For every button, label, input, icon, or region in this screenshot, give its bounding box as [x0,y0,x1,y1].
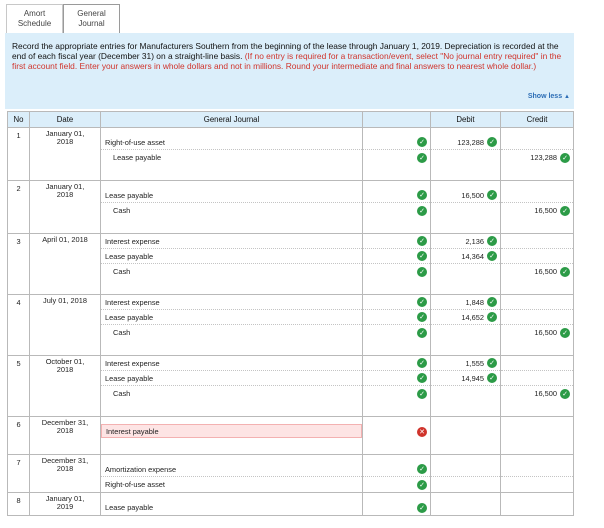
checkmark-icon: ✓ [487,312,497,322]
credit-field[interactable] [501,264,573,279]
status-cell [363,128,431,181]
account-cell [101,181,363,234]
checkmark-icon: ✓ [417,328,427,338]
checkmark-icon: ✓ [417,297,427,307]
debit-amount: 123,288 [457,137,484,147]
show-less-link[interactable] [528,92,570,102]
tab-bar [6,4,120,34]
debit-field[interactable] [431,424,500,439]
status-cell [363,295,431,356]
debit-field[interactable] [431,356,500,371]
debit-amount: 2,136 [465,236,484,246]
debit-cell [431,356,501,417]
entry-number-text: 2 [16,184,21,193]
debit-field[interactable] [431,310,500,325]
table-row [8,417,574,455]
status-line [363,386,430,401]
checkmark-icon: ✓ [417,251,427,261]
status-line [363,462,430,477]
entry-number-text: 3 [16,237,21,246]
checkmark-icon: ✓ [487,190,497,200]
entry-date[interactable] [30,493,101,516]
credit-field[interactable] [501,310,573,325]
date-text: January 01, [45,182,85,191]
credit-field[interactable] [501,477,573,492]
table-row [8,128,574,181]
checkmark-icon: ✓ [487,358,497,368]
credit-cell [501,356,574,417]
tab-amort-schedule[interactable]: Amort Schedule [6,4,63,33]
header-credit: Credit [501,112,574,128]
status-line [363,249,430,264]
checkmark-icon: ✓ [417,503,427,513]
entry-date[interactable] [30,356,101,417]
entry-date[interactable] [30,181,101,234]
debit-amount: 14,652 [461,312,484,322]
account-field[interactable] [101,150,362,165]
date-text: 2018 [56,464,74,473]
entry-number-text: 6 [16,420,21,429]
checkmark-icon: ✓ [560,389,570,399]
entry-number [8,455,30,493]
date-text: December 31, [41,418,89,427]
debit-field[interactable] [431,188,500,203]
debit-cell [431,295,501,356]
credit-field[interactable] [501,150,573,165]
debit-field[interactable] [431,234,500,249]
credit-field[interactable] [501,462,573,477]
credit-cell [501,455,574,493]
checkmark-icon: ✓ [417,153,427,163]
checkmark-icon: ✓ [560,153,570,163]
debit-field[interactable] [431,386,500,401]
credit-cell [501,234,574,295]
checkmark-icon: ✓ [487,137,497,147]
debit-cell [431,181,501,234]
debit-field[interactable] [431,500,500,515]
entry-date[interactable] [30,417,101,455]
credit-field[interactable] [501,295,573,310]
account-name: Cash [113,267,131,276]
account-cell [101,417,363,455]
status-line [363,264,430,279]
entry-date[interactable] [30,295,101,356]
account-name: Lease payable [105,503,154,512]
status-line [363,188,430,203]
checkmark-icon: ✓ [417,137,427,147]
account-name: Lease payable [113,153,162,162]
date-text: January 01, [45,494,85,503]
instructions-note: (If no entry is required for a transaction/event, select "No journal entry required" in the first account field. Enter your answers in whole dollars and not in millions. Round your intermediate and final answers to nearest whole dollar.) [12,51,562,71]
account-cell [101,128,363,181]
entry-date[interactable] [30,455,101,493]
credit-field[interactable] [501,356,573,371]
header-general-journal: General Journal [101,112,363,128]
account-cell [101,234,363,295]
date-text: 2018 [56,190,74,199]
debit-field[interactable] [431,203,500,218]
checkmark-icon: ✓ [417,373,427,383]
header-blank [363,112,431,128]
date-text: October 01, [45,357,85,366]
entry-number [8,234,30,295]
status-line [363,295,430,310]
account-name: Interest payable [106,426,159,436]
status-cell [363,234,431,295]
account-field[interactable] [101,295,362,310]
status-cell [363,493,431,516]
checkmark-icon: ✓ [417,389,427,399]
table-row [8,295,574,356]
credit-cell [501,128,574,181]
account-field[interactable] [101,386,362,401]
credit-amount: 16,500 [534,389,557,398]
debit-field[interactable] [431,249,500,264]
debit-amount: 16,500 [461,190,484,200]
account-field[interactable] [101,203,362,218]
account-name: Lease payable [105,190,154,200]
credit-cell [501,493,574,516]
account-cell [101,295,363,356]
account-field[interactable] [101,310,362,325]
credit-field[interactable] [501,203,573,218]
entry-number [8,295,30,356]
account-field[interactable] [101,249,362,264]
date-text: December 31, [41,456,89,465]
table-row [8,181,574,234]
debit-cell [431,234,501,295]
account-field[interactable] [101,477,362,492]
checkmark-icon: ✓ [560,267,570,277]
account-name: Right-of-use asset [105,137,165,147]
general-journal-table [7,111,574,516]
account-cell [101,493,363,516]
debit-amount: 14,364 [461,251,484,261]
checkmark-icon: ✓ [417,267,427,277]
debit-field[interactable] [431,135,500,150]
credit-field[interactable] [501,188,573,203]
credit-field[interactable] [501,371,573,386]
table-row [8,455,574,493]
entry-number [8,356,30,417]
entry-date[interactable] [30,128,101,181]
checkmark-icon: ✓ [417,464,427,474]
credit-field[interactable] [501,500,573,515]
checkmark-icon: ✓ [560,206,570,216]
entry-number-text: 8 [16,496,21,505]
header-debit: Debit [431,112,501,128]
account-field[interactable] [101,500,362,515]
entry-number [8,128,30,181]
entry-number [8,493,30,516]
status-line [363,310,430,325]
date-text: April 01, 2018 [42,235,88,244]
table-row [8,356,574,417]
table-header-row [8,112,574,128]
status-line [363,424,430,439]
entry-number-text: 7 [16,458,21,467]
debit-amount: 1,555 [465,358,484,368]
debit-cell [431,417,501,455]
debit-field[interactable] [431,150,500,165]
instructions-text: Record the appropriate entries for Manufacturers Southern from the beginning of the lease through January 1, 2019. Depreciation is recorded at the end of each fiscal year (December 31) on a straight-line basis. [12,41,559,61]
entry-number-text: 5 [16,359,21,368]
status-cell [363,181,431,234]
status-cell [363,356,431,417]
checkmark-icon: ✓ [487,373,497,383]
account-name: Lease payable [105,312,154,322]
credit-cell [501,295,574,356]
checkmark-icon: ✓ [487,251,497,261]
status-line [363,371,430,386]
table-row [8,234,574,295]
credit-field[interactable] [501,386,573,401]
debit-cell [431,455,501,493]
entry-number-text: 1 [16,131,21,140]
debit-field[interactable] [431,325,500,340]
account-field[interactable] [101,325,362,340]
date-text: July 01, 2018 [43,296,87,305]
header-date: Date [30,112,101,128]
debit-field[interactable] [431,295,500,310]
debit-amount: 14,945 [461,373,484,383]
header-no: No [8,112,30,128]
status-line [363,150,430,165]
entry-number-text: 4 [16,298,21,307]
status-line [363,500,430,515]
account-field[interactable] [101,234,362,249]
account-cell [101,356,363,417]
status-line [363,356,430,371]
date-text: 2019 [56,502,74,511]
checkmark-icon: ✓ [417,358,427,368]
credit-field[interactable] [501,249,573,264]
account-field[interactable] [101,462,362,477]
account-name: Interest expense [105,297,160,307]
checkmark-icon: ✓ [487,236,497,246]
credit-field[interactable] [501,424,573,439]
checkmark-icon: ✓ [417,480,427,490]
entry-number [8,417,30,455]
credit-field[interactable] [501,135,573,150]
checkmark-icon: ✓ [417,236,427,246]
debit-field[interactable] [431,477,500,492]
date-text: 2018 [56,137,74,146]
table-row [8,493,574,516]
status-cell [363,455,431,493]
account-field[interactable] [101,188,362,203]
account-name: Lease payable [105,373,154,383]
credit-amount: 123,288 [530,153,557,162]
checkmark-icon: ✓ [417,190,427,200]
checkmark-icon: ✓ [417,206,427,216]
entry-number [8,181,30,234]
account-name: Right-of-use asset [105,480,165,489]
status-line [363,477,430,492]
debit-field[interactable] [431,264,500,279]
status-cell [363,417,431,455]
show-less-label: Show less [527,93,563,100]
account-field[interactable] [101,371,362,386]
checkmark-icon: ✓ [487,297,497,307]
checkmark-icon: ✓ [417,312,427,322]
status-line [363,325,430,340]
entry-date[interactable] [30,234,101,295]
debit-amount: 1,848 [465,297,484,307]
credit-cell [501,181,574,234]
credit-amount: 16,500 [534,206,557,215]
triangle-up-icon: ▲ [564,94,570,100]
account-name: Lease payable [105,251,154,261]
credit-field[interactable] [501,234,573,249]
debit-cell [431,493,501,516]
account-name: Cash [113,328,131,337]
account-name: Cash [113,206,131,215]
date-text: 2018 [56,426,74,435]
account-name: Interest expense [105,236,160,246]
account-name: Cash [113,389,131,398]
account-cell [101,455,363,493]
account-name: Interest expense [105,358,160,368]
status-line [363,203,430,218]
account-field[interactable] [101,424,362,438]
debit-field[interactable] [431,462,500,477]
date-text: 2018 [56,365,74,374]
debit-cell [431,128,501,181]
x-mark-icon: ✕ [417,427,427,437]
credit-amount: 16,500 [534,267,557,276]
credit-amount: 16,500 [534,328,557,337]
account-field[interactable] [101,135,362,150]
status-line [363,234,430,249]
account-name: Amortization expense [105,464,177,474]
checkmark-icon: ✓ [560,328,570,338]
status-line [363,135,430,150]
account-field[interactable] [101,356,362,371]
tab-general-journal[interactable]: General Journal [63,4,120,33]
account-field[interactable] [101,264,362,279]
credit-cell [501,417,574,455]
date-text: January 01, [45,129,85,138]
credit-field[interactable] [501,325,573,340]
debit-field[interactable] [431,371,500,386]
instructions-panel [5,33,574,109]
